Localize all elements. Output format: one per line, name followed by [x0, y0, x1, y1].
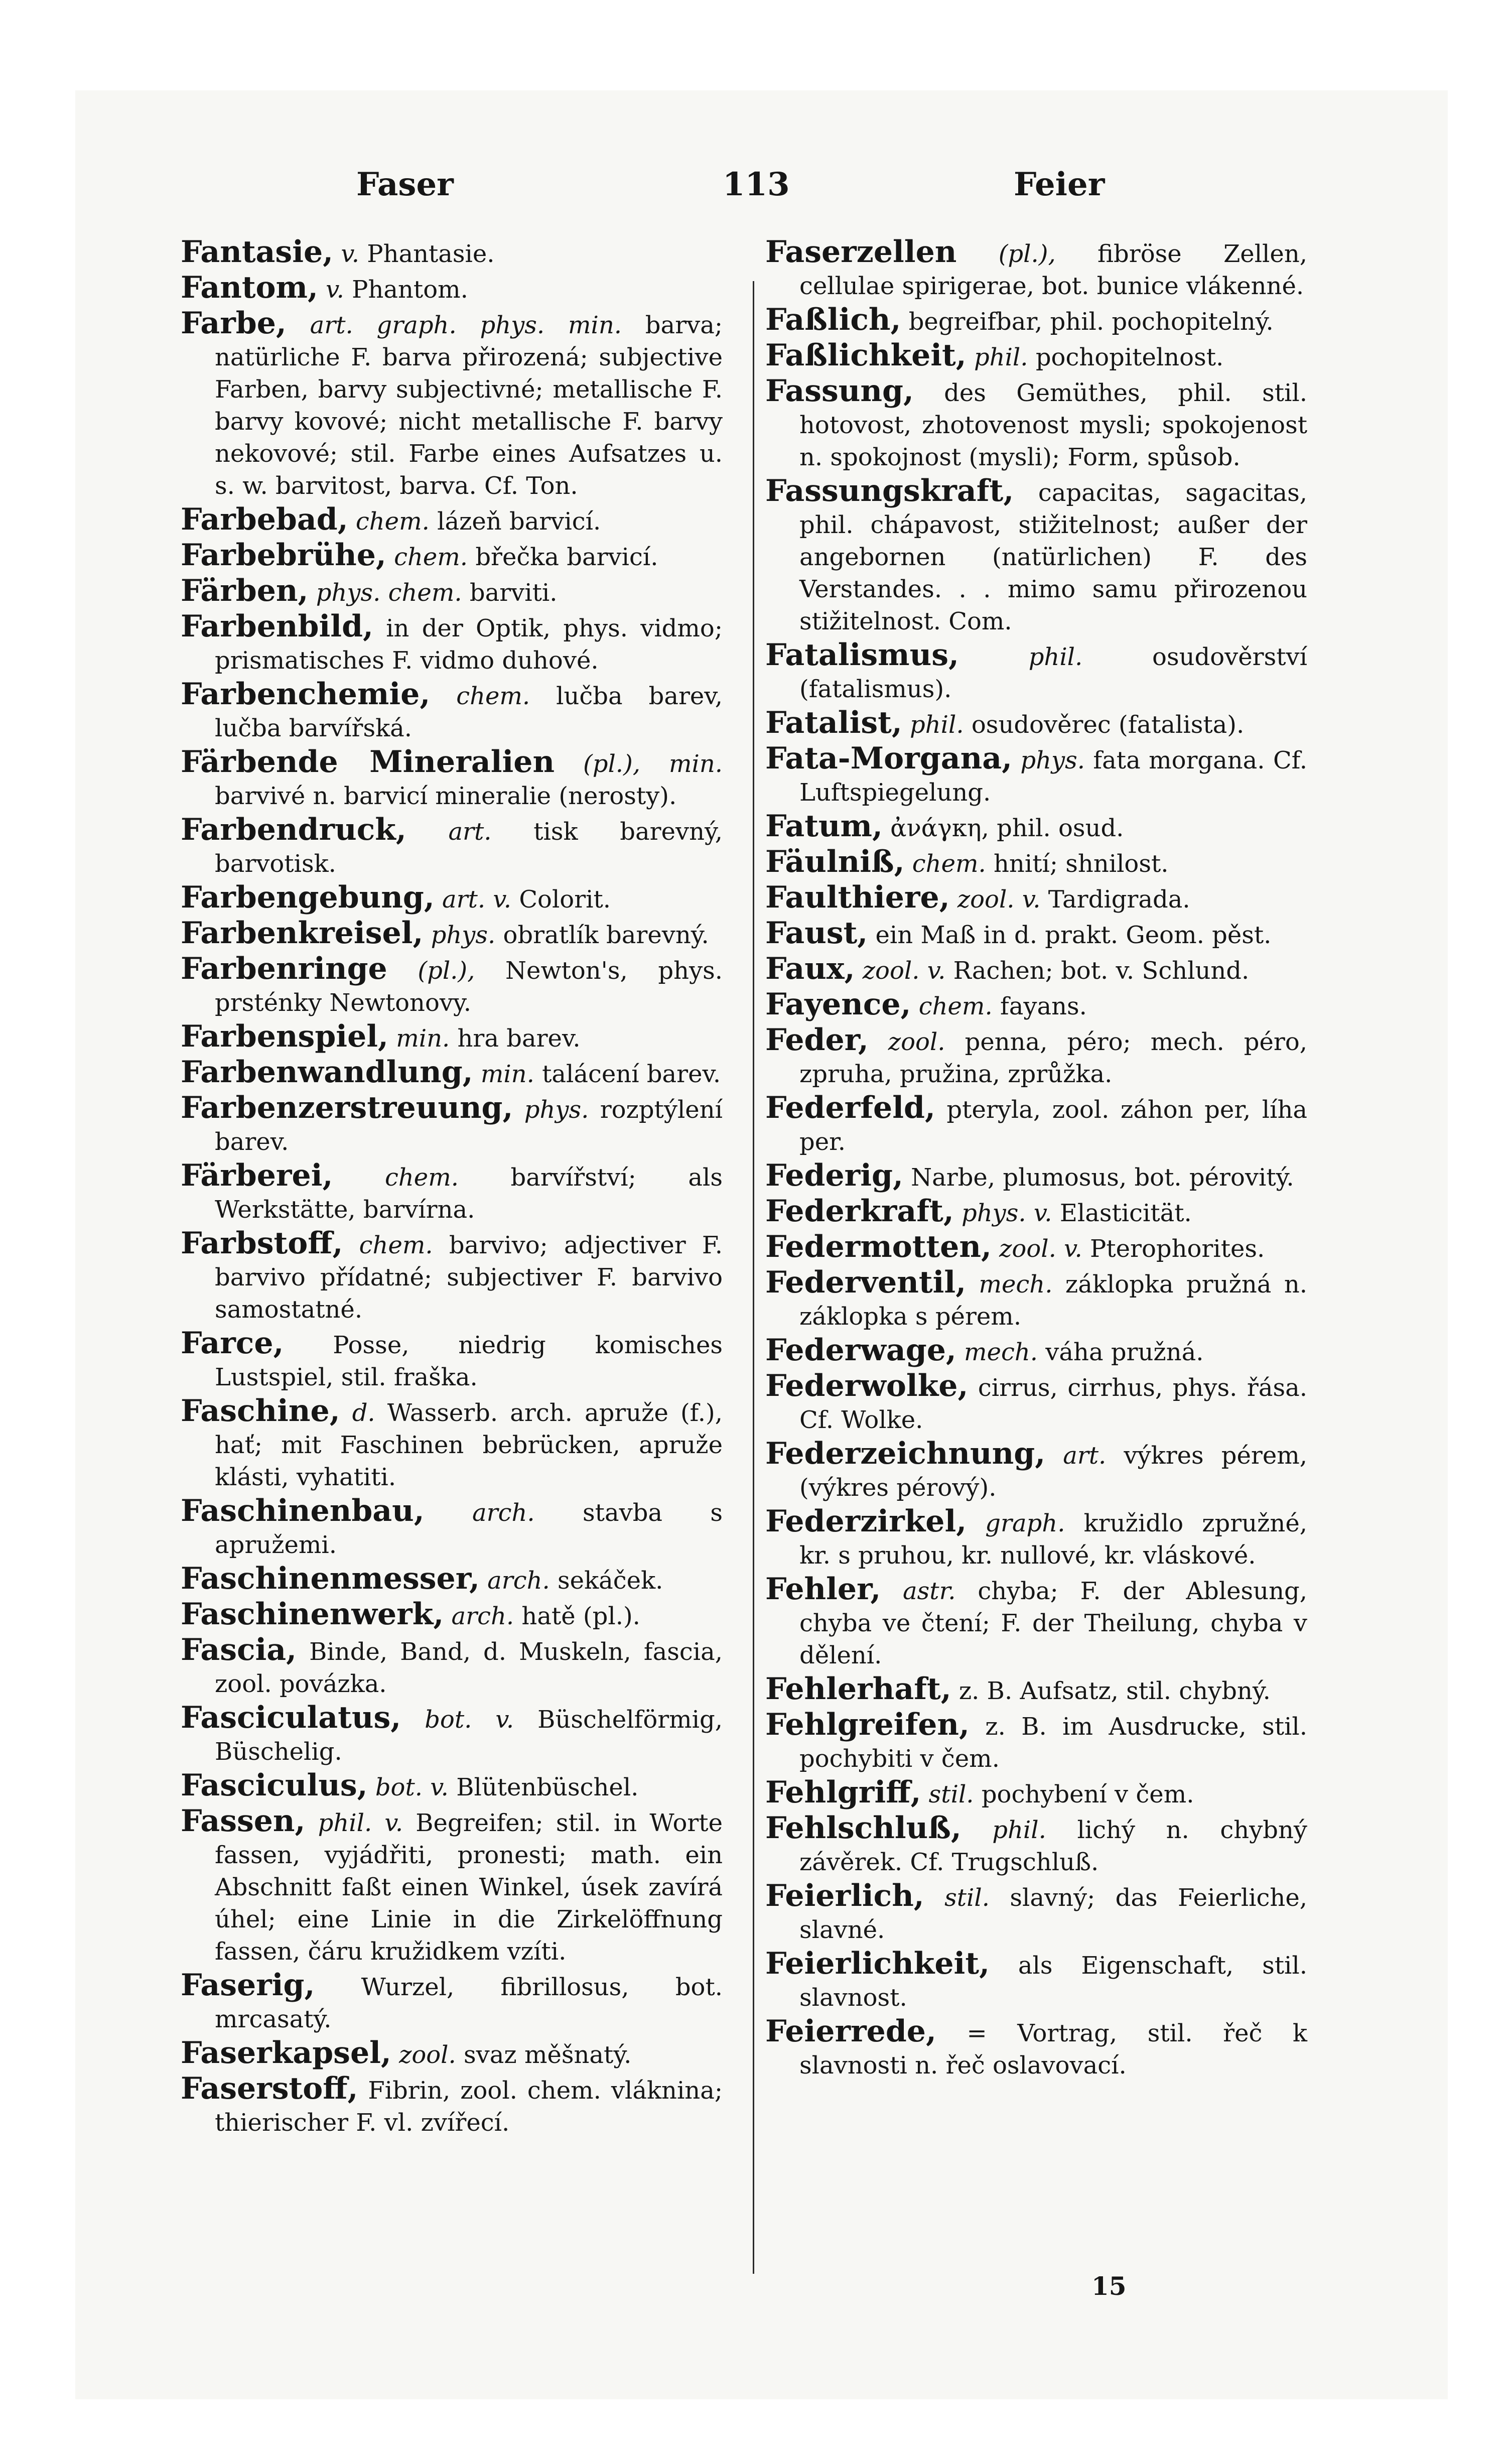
entry-definition: Phantom.: [352, 276, 468, 304]
entry-headword: Fehlgriff,: [765, 1775, 921, 1810]
dictionary-entry: [765, 236, 1307, 302]
entry-grammar: stil.: [928, 1780, 974, 1808]
dictionary-entry: [765, 1776, 1307, 1810]
dictionary-entry: [181, 1056, 723, 1090]
entry-definition: barvivo; adjectiver F. barvivo přídatné; subjectiver F. barvivo samostatné.: [215, 1231, 723, 1324]
entry-headword: Fascia,: [181, 1632, 297, 1667]
running-head-left: Faser: [356, 166, 454, 203]
dictionary-entry: [765, 1092, 1307, 1158]
entry-headword: Farbenwandlung,: [181, 1055, 473, 1090]
entry-grammar: phys.: [431, 921, 496, 949]
dictionary-entry: [181, 881, 723, 916]
entry-definition: Wasserb. arch. apruže (f.), hať; mit Faschinen bebrücken, apruže klásti, vyhatiti.: [215, 1399, 723, 1491]
entry-grammar: graph.: [985, 1509, 1065, 1537]
entry-headword: Faschinenbau,: [181, 1493, 425, 1528]
entry-headword: Fatum,: [765, 809, 883, 844]
entry-grammar: zool.: [888, 1028, 945, 1056]
dictionary-entry: [765, 304, 1307, 338]
dictionary-entry: [765, 375, 1307, 473]
entry-definition: penna, péro; mech. péro, zpruha, pružina, zprůžka.: [799, 1028, 1308, 1088]
entry-grammar: arch.: [451, 1602, 514, 1630]
entry-definition: Rachen; bot. v. Schlund.: [953, 957, 1250, 985]
entry-headword: Faulthiere,: [765, 880, 950, 915]
entry-headword: Fata-Morgana,: [765, 741, 1012, 776]
entry-definition: fayans.: [1000, 992, 1087, 1020]
dictionary-entry: [181, 953, 723, 1019]
entry-grammar: art.: [448, 818, 492, 846]
right-column: [765, 236, 1307, 2083]
entry-grammar: bot. v.: [375, 1773, 449, 1801]
entry-grammar: chem.: [359, 1231, 433, 1259]
entry-definition: cirrus, cirrhus, phys. řása. Cf. Wolke.: [799, 1374, 1307, 1434]
entry-grammar: (pl.),: [998, 240, 1056, 268]
entry-headword: Fassen,: [181, 1803, 306, 1839]
entry-grammar: mech.: [964, 1338, 1038, 1366]
entry-definition: z. B. im Ausdrucke, stil. pochybiti v čem.: [799, 1713, 1307, 1773]
dictionary-entry: [765, 1438, 1307, 1504]
entry-headword: Farbenkreisel,: [181, 916, 424, 951]
entry-definition: pochybení v čem.: [981, 1780, 1194, 1808]
entry-headword: Feierlichkeit,: [765, 1946, 990, 1981]
entry-headword: Fatalismus,: [765, 637, 959, 673]
entry-headword: Farbstoff,: [181, 1226, 343, 1261]
entry-definition: barviti.: [469, 579, 558, 607]
entry-grammar: min.: [480, 1060, 534, 1088]
entry-grammar: phil.: [992, 1816, 1046, 1844]
dictionary-entry: [765, 639, 1307, 705]
entry-definition: rozptýlení barev.: [215, 1096, 723, 1156]
entry-headword: Färberei,: [181, 1158, 333, 1193]
dictionary-entry: [765, 339, 1307, 373]
entry-headword: Farbebrühe,: [181, 538, 386, 573]
entry-headword: Farbendruck,: [181, 812, 406, 847]
entry-definition: ἀνάγκη, phil. osud.: [890, 814, 1124, 842]
entry-grammar: (pl.),: [418, 957, 475, 985]
entry-definition: slavný; das Feierliche, slavné.: [799, 1884, 1307, 1944]
dictionary-entry: [181, 2037, 723, 2071]
entry-headword: Fantasie,: [181, 234, 334, 270]
entry-grammar: v.: [341, 240, 359, 268]
dictionary-entry: [765, 1195, 1307, 1229]
entry-headword: Fatalist,: [765, 705, 902, 740]
dictionary-entry: [765, 953, 1307, 987]
dictionary-page: [75, 90, 1448, 2399]
running-head-right: Feier: [1014, 166, 1105, 203]
dictionary-entry: [181, 236, 723, 270]
entry-definition: chyba; F. der Ablesung, chyba ve čtení; F. der Theilung, chyba v dělení.: [799, 1577, 1307, 1669]
entry-headword: Fayence,: [765, 987, 911, 1022]
entry-grammar: zool.: [399, 2041, 456, 2069]
dictionary-entry: [765, 1024, 1307, 1090]
entry-headword: Fassung,: [765, 373, 914, 409]
entry-headword: Farbenzerstreuung,: [181, 1090, 513, 1125]
entry-headword: Federventil,: [765, 1265, 967, 1300]
entry-definition: des Gemüthes, phil. stil. hotovost, zhotovenost mysli; spokojenost n. spokojnost (mysli); Form, spůsob.: [799, 379, 1307, 471]
entry-headword: Fehlgreifen,: [765, 1707, 970, 1742]
dictionary-entry: [181, 1159, 723, 1226]
dictionary-entry: [765, 917, 1307, 951]
dictionary-entry: [765, 810, 1307, 844]
entry-definition: talácení barev.: [542, 1060, 721, 1088]
entry-definition: sekáček.: [558, 1567, 663, 1595]
entry-definition: Elasticität.: [1059, 1199, 1192, 1227]
dictionary-entry: [765, 1334, 1307, 1368]
entry-headword: Färben,: [181, 573, 309, 608]
dictionary-entry: [181, 1805, 723, 1968]
entry-headword: Farbenspiel,: [181, 1019, 388, 1054]
entry-headword: Feder,: [765, 1022, 869, 1058]
dictionary-entry: [765, 1948, 1307, 2014]
entry-definition: hra barev.: [457, 1024, 581, 1053]
entry-grammar: stil.: [944, 1884, 990, 1912]
entry-headword: Faßlich,: [765, 302, 901, 337]
entry-headword: Federmotten,: [765, 1229, 992, 1264]
entry-grammar: phil.: [910, 711, 964, 739]
dictionary-entry: [765, 475, 1307, 637]
entry-grammar: bot. v.: [425, 1706, 514, 1734]
entry-headword: Federwage,: [765, 1333, 956, 1368]
entry-headword: Faserkapsel,: [181, 2035, 391, 2071]
entry-headword: Federig,: [765, 1158, 903, 1193]
dictionary-entry: [765, 846, 1307, 880]
entry-definition: Phantasie.: [367, 240, 495, 268]
entry-definition: Büschelförmig, Büschelig.: [215, 1706, 723, 1766]
entry-definition: váha pružná.: [1045, 1338, 1204, 1366]
entry-definition: barvivé n. barvicí mineralie (nerosty).: [215, 782, 677, 810]
entry-grammar: art.: [1063, 1442, 1107, 1470]
dictionary-entry: [181, 1495, 723, 1561]
entry-definition: Wurzel, fibrillosus, bot. mrcasatý.: [215, 1973, 723, 2033]
dictionary-entry: [181, 575, 723, 609]
column-divider: [753, 281, 754, 2274]
entry-headword: Fassungskraft,: [765, 473, 1014, 508]
entry-definition: pochopitelnost.: [1035, 343, 1224, 371]
left-column: [181, 236, 723, 2140]
entry-grammar: chem.: [918, 992, 993, 1020]
entry-headword: Fehlschluß,: [765, 1810, 961, 1846]
entry-headword: Farbe,: [181, 306, 287, 341]
entry-headword: Faux,: [765, 951, 855, 986]
entry-definition: Begreifen; stil. in Worte fassen, vyjádřiti, pronesti; math. ein Abschnitt faßt einen Winkel, úsek zavírá úhel; eine Linie in die Zirkelöffnung fassen, čáru kružidkem vzíti.: [215, 1809, 723, 1966]
entry-definition: Binde, Band, d. Muskeln, fascia, zool. povázka.: [215, 1638, 723, 1698]
entry-grammar: phys. chem.: [316, 579, 462, 607]
entry-grammar: chem.: [394, 543, 468, 571]
entry-definition: hatě (pl.).: [521, 1602, 640, 1630]
entry-grammar: phil.: [1028, 643, 1083, 671]
dictionary-entry: [181, 1227, 723, 1326]
entry-headword: Fehlerhaft,: [765, 1671, 951, 1707]
entry-definition: kružidlo zpružné, kr. s pruhou, kr. nullové, kr. vláskové.: [799, 1509, 1307, 1570]
entry-definition: záklopka pružná n. záklopka s pérem.: [799, 1270, 1307, 1331]
entry-definition: Posse, niedrig komisches Lustspiel, stil. fraška.: [215, 1331, 723, 1391]
dictionary-entry: [181, 746, 723, 812]
dictionary-entry: [181, 307, 723, 502]
entry-grammar: chem.: [456, 682, 530, 710]
entry-definition: Narbe, plumosus, bot. pérovitý.: [911, 1163, 1294, 1192]
dictionary-entry: [181, 1702, 723, 1768]
entry-grammar: chem.: [384, 1163, 459, 1192]
entry-definition: osudověrství (fatalismus).: [799, 643, 1307, 703]
entry-headword: Färbende Mineralien: [181, 744, 555, 780]
entry-headword: Federwolke,: [765, 1368, 969, 1403]
dictionary-entry: [181, 539, 723, 573]
dictionary-entry: [765, 881, 1307, 916]
entry-headword: Faschinenmesser,: [181, 1561, 480, 1596]
entry-headword: Fasciculus,: [181, 1768, 368, 1803]
dictionary-entry: [181, 610, 723, 677]
entry-definition: als Eigenschaft, stil. slavnost.: [799, 1952, 1307, 2012]
entry-grammar: zool. v.: [957, 885, 1041, 914]
entry-definition: ein Maß in d. prakt. Geom. pěst.: [875, 921, 1272, 949]
dictionary-entry: [181, 917, 723, 951]
dictionary-entry: [765, 707, 1307, 741]
dictionary-entry: [181, 1969, 723, 2035]
entry-headword: Faserig,: [181, 1968, 315, 2003]
entry-grammar: astr.: [903, 1577, 956, 1605]
entry-grammar: zool. v.: [862, 957, 946, 985]
entry-definition: in der Optik, phys. vidmo; prismatisches F. vidmo duhové.: [215, 614, 723, 675]
entry-definition: = Vortrag, stil. řeč k slavnosti n. řeč oslavovací.: [799, 2019, 1308, 2080]
entry-headword: Farbenringe: [181, 951, 387, 986]
dictionary-entry: [765, 1159, 1307, 1194]
entry-headword: Federzirkel,: [765, 1504, 967, 1539]
entry-headword: Fasciculatus,: [181, 1700, 401, 1735]
dictionary-entry: [765, 1505, 1307, 1572]
entry-definition: Colorit.: [519, 885, 611, 914]
dictionary-entry: [765, 2015, 1307, 2082]
entry-grammar: phys. v.: [961, 1199, 1052, 1227]
dictionary-entry: [181, 1563, 723, 1597]
entry-grammar: phil.: [974, 343, 1028, 371]
entry-definition: capacitas, sagacitas, phil. chápavost, stižitelnost; außer der angebornen (natürlichen) F. des Verstandes. . . mimo samu přirozenou stižitelnost. Com.: [799, 479, 1307, 635]
entry-grammar: phys.: [524, 1096, 589, 1124]
entry-headword: Faust,: [765, 916, 868, 951]
entry-grammar: phil. v.: [318, 1809, 403, 1837]
entry-definition: břečka barvicí.: [475, 543, 658, 571]
dictionary-entry: [181, 1395, 723, 1493]
dictionary-entry: [765, 1673, 1307, 1707]
entry-grammar: art. v.: [442, 885, 512, 914]
dictionary-entry: [181, 1598, 723, 1632]
entry-definition: begreifbar, phil. pochopitelný.: [908, 308, 1274, 336]
dictionary-entry: [765, 742, 1307, 809]
entry-definition: lučba barev, lučba barvířská.: [215, 682, 723, 742]
entry-headword: Feierrede,: [765, 2014, 936, 2049]
dictionary-entry: [181, 272, 723, 306]
entry-headword: Federkraft,: [765, 1194, 954, 1229]
entry-definition: Blütenbüschel.: [456, 1773, 639, 1801]
dictionary-entry: [181, 678, 723, 744]
entry-grammar: d.: [352, 1399, 375, 1427]
entry-headword: Federfeld,: [765, 1090, 935, 1125]
entry-grammar: chem.: [912, 850, 986, 878]
entry-headword: Farbenchemie,: [181, 677, 431, 712]
entry-grammar: chem.: [355, 507, 430, 536]
entry-definition: barva; natürliche F. barva přirozená; subjective Farben, barvy subjectivné; metallische F. barvy kovové; nicht metallische F. barvy nekovové; stil. Farbe eines Aufsatzes u. s. w. barvitost, barva. Cf. Ton.: [215, 311, 723, 500]
entry-grammar: mech.: [979, 1270, 1053, 1299]
dictionary-entry: [765, 1266, 1307, 1333]
dictionary-entry: [765, 1709, 1307, 1775]
entry-grammar: v.: [326, 276, 344, 304]
dictionary-entry: [181, 814, 723, 880]
entry-headword: Farbebad,: [181, 502, 348, 537]
entry-definition: lázeň barvicí.: [437, 507, 601, 536]
entry-definition: fata morgana. Cf. Luftspiegelung.: [799, 746, 1307, 807]
entry-definition: osudověrec (fatalista).: [971, 711, 1245, 739]
dictionary-entry: [181, 1327, 723, 1393]
dictionary-entry: [181, 1634, 723, 1700]
entry-headword: Faßlichkeit,: [765, 338, 967, 373]
entry-headword: Faserzellen: [765, 234, 957, 270]
entry-definition: fibröse Zellen, cellulae spirigerae, bot. bunice vlákenné.: [799, 240, 1307, 300]
entry-definition: barvířství; als Werkstätte, barvírna.: [215, 1163, 723, 1224]
page-number: 113: [723, 166, 790, 203]
entry-definition: Fibrin, zool. chem. vláknina; thierischer F. vl. zvířecí.: [215, 2077, 723, 2137]
dictionary-entry: [765, 1812, 1307, 1878]
entry-headword: Farbengebung,: [181, 880, 435, 915]
entry-headword: Farbenbild,: [181, 609, 373, 644]
dictionary-entry: [765, 1370, 1307, 1436]
entry-definition: z. B. Aufsatz, stil. chybný.: [958, 1677, 1271, 1705]
entry-grammar: arch.: [487, 1567, 550, 1595]
entry-definition: Newton's, phys. prsténky Newtonovy.: [215, 957, 723, 1017]
entry-headword: Fehler,: [765, 1572, 881, 1607]
entry-definition: výkres pérem, (výkres pérový).: [799, 1442, 1307, 1502]
dictionary-entry: [181, 503, 723, 538]
entry-definition: tisk barevný, barvotisk.: [215, 818, 723, 878]
entry-definition: obratlík barevný.: [503, 921, 709, 949]
entry-headword: Feierlich,: [765, 1878, 924, 1913]
dictionary-entry: [181, 2073, 723, 2139]
dictionary-entry: [765, 1231, 1307, 1265]
signature-mark: 15: [1091, 2271, 1127, 2301]
entry-grammar: phys.: [1020, 746, 1085, 774]
entry-definition: lichý n. chybný závěrek. Cf. Trugschluß.: [799, 1816, 1307, 1876]
entry-headword: Farce,: [181, 1326, 284, 1361]
dictionary-entry: [181, 1092, 723, 1158]
entry-grammar: art. graph. phys. min.: [310, 311, 622, 339]
entry-headword: Faschinenwerk,: [181, 1597, 444, 1632]
entry-definition: Tardigrada.: [1048, 885, 1190, 914]
entry-definition: pteryla, zool. záhon per, líha per.: [799, 1096, 1307, 1156]
entry-headword: Federzeichnung,: [765, 1436, 1046, 1471]
entry-headword: Faserstoff,: [181, 2071, 358, 2106]
entry-definition: Pterophorites.: [1090, 1235, 1265, 1263]
entry-headword: Fäulniß,: [765, 844, 905, 879]
entry-headword: Fantom,: [181, 270, 318, 305]
entry-grammar: min.: [396, 1024, 450, 1053]
dictionary-entry: [765, 1573, 1307, 1671]
dictionary-entry: [765, 1880, 1307, 1946]
entry-grammar: (pl.), min.: [583, 750, 723, 778]
entry-definition: hnití; shnilost.: [994, 850, 1169, 878]
entry-grammar: zool. v.: [999, 1235, 1082, 1263]
dictionary-entry: [765, 988, 1307, 1022]
entry-definition: stavba s apružemi.: [215, 1499, 723, 1559]
dictionary-entry: [181, 1020, 723, 1055]
entry-headword: Faschine,: [181, 1393, 340, 1429]
entry-grammar: arch.: [472, 1499, 535, 1527]
dictionary-entry: [181, 1769, 723, 1803]
entry-definition: svaz měšnatý.: [464, 2041, 632, 2069]
